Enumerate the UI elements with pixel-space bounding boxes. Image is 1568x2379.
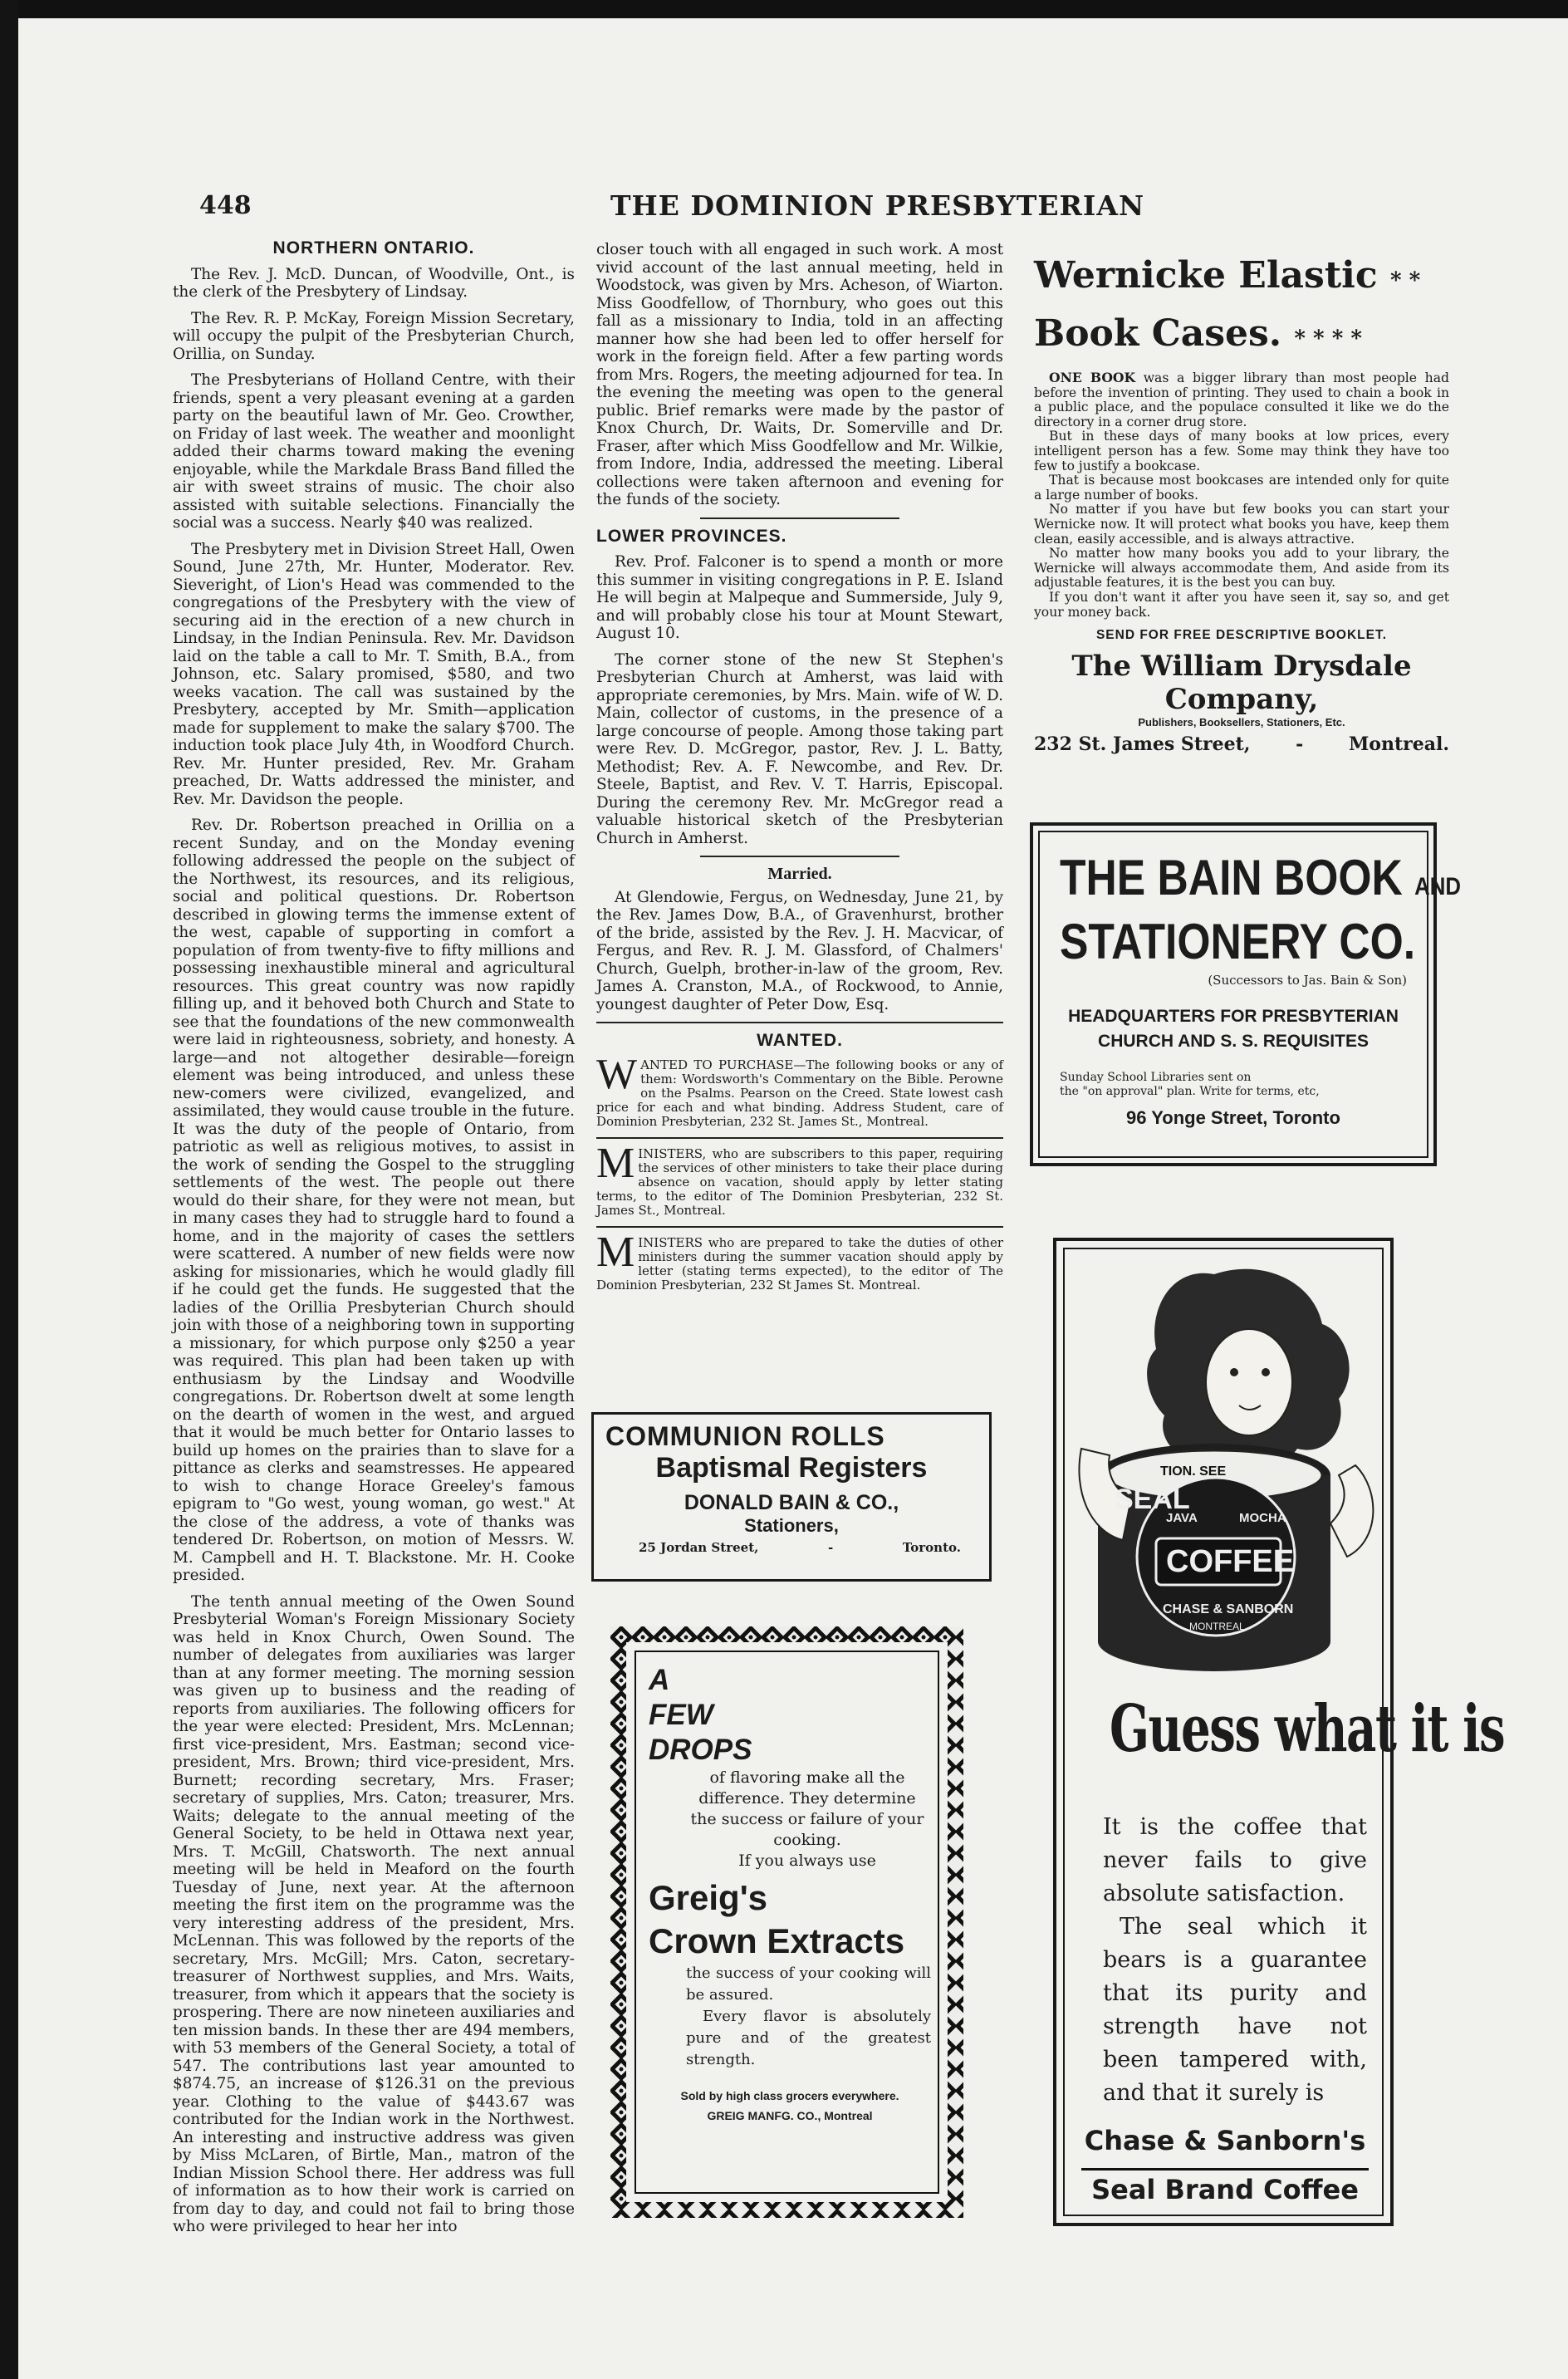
- company-address: [605, 1537, 978, 1555]
- section-heading: WANTED.: [757, 1031, 843, 1050]
- paragraph: But in these days of many books at low prices, every intelligent person has a few. Some may think they have too few to justify a bookcase.: [1034, 429, 1449, 473]
- library-note: [1060, 1071, 1407, 1099]
- girl-with-coffee-can-illustration: [1073, 1258, 1385, 1690]
- can-text: MOCHA: [1239, 1511, 1286, 1525]
- company-name: DONALD BAIN & CO.,: [684, 1491, 899, 1514]
- wanted-notice: [596, 1050, 1003, 1129]
- can-text: TION. SEE: [1160, 1464, 1227, 1479]
- ad-title: [1060, 850, 1462, 915]
- communion-rolls-ad: [591, 1412, 992, 1582]
- note-line: Sunday School Libraries sent on: [1060, 1071, 1252, 1084]
- paragraph: The seal which it bears is a guarantee that its purity and strength have not been tampered with, and that it surely is: [1103, 1914, 1367, 2106]
- paragraph: The Rev. J. McD. Duncan, of Woodville, Ont., is the clerk of the Presbytery of Lindsay.: [173, 265, 575, 301]
- ornament: * *: [1390, 268, 1421, 293]
- company-trade: Stationers,: [744, 1515, 839, 1536]
- ornament: * * * *: [1294, 326, 1362, 351]
- paragraph: That is because most bookcases are intended only for quite a large number of books.: [1034, 473, 1449, 503]
- notice-text: INISTERS, who are subscribers to this paper, requiring the services of other ministers to take their place during absence on vacation, should apply by letter stating terms, to the editor of The Dominion Presbyterian, 232 St. James St., Montreal.: [596, 1145, 1003, 1218]
- section-heading: Married.: [767, 865, 832, 883]
- paragraph: The Rev. R. P. McKay, Foreign Mission Secretary, will occupy the pulpit of the Presbyterian Church, Orillia, on Sunday.: [173, 309, 575, 363]
- wernicke-ad: [1034, 249, 1449, 755]
- drop-cap: M: [596, 1139, 635, 1187]
- notice-text: ANTED TO PURCHASE—The following books or any of them: Wordsworth's Commentary on the Bible. Perowne on the Psalms. Pearson on the Creed. State lowest cash price for each and what binding. Address Student, care of Dominion Presbyterian, 232 St. James St., Montreal.: [596, 1057, 1003, 1129]
- paragraph: If you don't want it after you have seen it, say so, and get your money back.: [1034, 589, 1449, 620]
- ad-body: [1034, 370, 1449, 620]
- city: Montreal.: [1348, 733, 1449, 756]
- paragraph-text: was a bigger library than most people had before the invention of printing. They used to chain a book in a public place, and the populace consulted it like we do the directory in a corner drug store.: [1034, 370, 1449, 429]
- paragraph: The corner stone of the new St Stephen's Presbyterian Church at Amherst, was laid with appropriate ceremonies, by Mrs. Main. wife of W. D. Main, collector of customs, in the presence of a large concourse of people. Among those taking part were Rev. D. McGregor, pastor, Rev. J. L. Batty, Methodist; Rev. A. F. Newcombe, and Rev. Dr. Steele, Baptist, and Rev. V. T. Harris, Episcopal. During the ceremony Rev. Mr. McGregor read a valuable historical sketch of the Presbyterian Church in Amherst.: [596, 650, 1003, 847]
- ad-title: STATIONERY CO.: [1060, 914, 1416, 969]
- separator: -: [1296, 733, 1304, 756]
- can-text: CHASE & SANBORN: [1163, 1602, 1294, 1616]
- title-and: AND: [1414, 873, 1462, 900]
- hq-line: CHURCH AND S. S. REQUISITES: [1098, 1032, 1369, 1051]
- street: 232 St. James Street,: [1034, 733, 1251, 756]
- wanted-notice: [596, 1139, 1003, 1218]
- divider: [700, 856, 899, 857]
- brand-name: Greig's: [649, 1878, 768, 1917]
- ad-title: [1034, 249, 1449, 307]
- title-line: Wernicke Elastic: [1034, 254, 1378, 297]
- can-text: MONTREAL: [1189, 1621, 1245, 1632]
- separator: -: [827, 1540, 834, 1555]
- hq-line: HEADQUARTERS FOR PRESBYTERIAN: [1068, 1007, 1399, 1026]
- divider: [700, 517, 899, 519]
- notice-text: INISTERS who are prepared to take the duties of other ministers during the summer vacation should apply by letter (stating terms expected), to the editor of The Dominion Presbyterian, 232 St James St. Montreal.: [596, 1234, 1003, 1293]
- divider: [596, 1137, 1003, 1139]
- wanted-notice: [596, 1228, 1003, 1293]
- lead-text: ONE BOOK: [1049, 370, 1136, 385]
- drop-cap: M: [596, 1228, 635, 1276]
- ad-body: Every flavor is absolutely pure and of the greatest strength.: [686, 2008, 931, 2068]
- section-heading: LOWER PROVINCES.: [596, 526, 787, 546]
- paragraph: Rev. Prof. Falconer is to spend a month or more this summer in visiting congregations in P. E. Island He will begin at Malpeque and Summerside, July 9, and will probably close his tour at Mount Stewart, August 10.: [596, 553, 1003, 642]
- scan-left-border: [0, 0, 18, 2379]
- ad-subtitle: Baptismal Registers: [655, 1452, 928, 1484]
- can-text: COFFEE: [1166, 1544, 1295, 1579]
- paragraph: No matter if you have but few books you can start your Wernicke now. It will protect what books you have, keep them clean, easily accessible, and is always attractive.: [1034, 502, 1449, 547]
- divider: [596, 1226, 1003, 1228]
- address: 96 Yonge Street, Toronto: [1126, 1107, 1340, 1128]
- sold-by: Sold by high class grocers everywhere.: [680, 2089, 899, 2102]
- paragraph: At Glendowie, Fergus, on Wednesday, June 21, by the Rev. James Dow, B.A., of Gravenhurst, brother of the bride, assisted by the Rev. J. H. Macvicar, of Fergus, and Rev. R. J. M. Glassford, of Chalmers' Church, Guelph, brother-in-law of the groom, Rev. James A. Cranston, M.A., of Rockwood, to Annie, youngest daughter of Peter Dow, Esq.: [596, 888, 1003, 1013]
- company-name: The William Drysdale Company,: [1071, 650, 1412, 717]
- street: 25 Jordan Street,: [639, 1540, 759, 1555]
- running-title: THE DOMINION PRESBYTERIAN: [610, 189, 1145, 222]
- paragraph: The Presbyterians of Holland Centre, with their friends, spent a very pleasant evening at a garden party on the beautiful lawn of Mr. Geo. Crowther, on Friday of last week. The weather and moonlight added their charms toward making the evening enjoyable, while the Markdale Brass Band filled the air with sweet strains of music. The choir also assisted with suitable selections. Financially the social was a success. Nearly $40 was realized.: [173, 371, 575, 532]
- booklet-offer: SEND FOR FREE DESCRIPTIVE BOOKLET.: [1095, 628, 1388, 643]
- divider: [596, 1022, 1003, 1023]
- wanted-notices: [596, 1050, 1003, 1293]
- ad-headline: Guess what it is: [1110, 1691, 1505, 1767]
- paragraph: The tenth annual meeting of the Owen Sound Presbyterial Woman's Foreign Missionary Society was held in Knox Church, Owen Sound. The number of delegates from auxiliaries was larger than at any former meeting. The morning session was given up to business and the reading of reports from auxiliaries. The following officers for the year were elected: President, Mrs. McLennan; first vice-president, Mrs. Eastman; second vice-president, Mrs. Brown; third vice-president, Mrs. Burnett; recording secretary, Mrs. Fraser; secretary of supplies, Mrs. Caton; treasurer, Mrs. Waits; delegate to the annual meeting of the General Society, to be held in Ottawa next year, Mrs. T. McGill, Chatsworth. The next annual meeting will be held in Meaford on the fourth Tuesday of June, next year. At the afternoon meeting the first item on the programme was the very interesting address of the president, Mrs. McLennan. This was followed by the reports of the secretary, Mrs. McGill; Mrs. Caton, secretary-treasurer of Northwest supplies, and Mrs. Waits, treasurer, from which it appears that the society is prospering. There are now nineteen auxiliaries and ten mission bands. In these ther are 494 members, with 53 members of the General Society, a total of 547. The contributions last year amounted to $874.75, an increase of $126.31 on the previous year. Clothing to the value of $443.67 was contributed for the Indian work in the Northwest. An interesting and instructive address was given by Miss McLaren, of Birtle, Man., matron of the Indian Mission School there. Her address was full of information as to how their work is carried on from day to day, and could not fail to bring those who were privileged to hear her into: [173, 1592, 575, 2235]
- ad-body: [1103, 1811, 1367, 2110]
- paragraph: The Presbytery met in Division Street Hall, Owen Sound, June 27th, Mr. Hunter, Moderator. Rev. Sieveright, of Lion's Head was commended to the congregations of the Presbytery with the view of securing aid in the erection of a new church in Lindsay, in the Indian Peninsula. Rev. Mr. Davidson laid on the table a call to Mr. T. Smith, B.A., from Johnson, etc. Salary promised, $580, and two weeks vacation. The call was sustained by the Presbytery, accepted by Mr. Smith—application made for supplement to make the salary $700. The induction took place July 4th, in Woodford Church. Rev. Mr. Hunter presided, Rev. Mr. Graham preached, Dr. Watts addressed the minister, and Rev. Mr. Davidson the people.: [173, 540, 575, 808]
- brand-name: Chase & Sanborn's: [1084, 2125, 1366, 2156]
- ad-title: [1034, 307, 1449, 365]
- note-line: the "on approval" plan. Write for terms, etc,: [1060, 1085, 1320, 1098]
- greig-extracts-ad: [610, 1626, 963, 2218]
- paragraph: closer touch with all engaged in such work. A most vivid account of the last annual meeting, held in Woodstock, was given by Mrs. Acheson, of Wiarton. Miss Goodfellow, of Thornbury, who goes out this fall as a missionary to India, told in an affecting manner how she had been led to offer herself for work in the foreign field. After a few parting words from Mrs. Rogers, the meeting adjourned for tea. In the evening the meeting was open to the general public. Brief remarks were made by the pastor of Knox Church, Dr. Waits, Dr. Somerville and Dr. Fraser, after which Miss Goodfellow and Mr. Wilkie, from Indore, India, addressed the meeting. Liberal collections were taken afternoon and evening for the funds of the society.: [596, 241, 1003, 508]
- drop-cap: W: [596, 1050, 638, 1098]
- product-name: Seal Brand Coffee: [1081, 2168, 1369, 2205]
- column-northern-ontario: [173, 239, 575, 2244]
- ad-body: of flavoring make all the difference. They determine the success or failure of your cooking.: [690, 1768, 924, 1849]
- headline: DROPS: [649, 1734, 752, 1766]
- headline: A: [649, 1664, 670, 1696]
- title-line: THE BAIN BOOK: [1060, 850, 1403, 905]
- column-middle: [596, 241, 1003, 1296]
- company-address: [1034, 733, 1449, 755]
- paragraph: Rev. Dr. Robertson preached in Orillia on a recent Sunday, and on the Monday evening following addressed the people on the subject of the Northwest, its resources, and its religious, social and political questions. Dr. Robertson described in glowing terms the immense extent of the west, capable of supporting in comfort a population of from twenty-five to fifty millions and possessing inexhaustible mineral and agricultural resources. This great country was now rapidly filling up, and it behoved both Church and State to see that the foundations of the new commonwealth were laid in righteousness, sobriety, and honesty. A large—and not altogether desirable—foreign element was being introduced, and unless these new-comers were civilized, evangelized, and assimilated, they would cause trouble in the future. It was the duty of the people of Ontario, from patriotic as well as religious motives, to assist in the work of sending the Gospel to the struggling settlements of the west. The people out there would do their share, for they were not mean, but in many cases they had to struggle hard to found a home, and in the majority of cases the settlers were scattered. A number of new fields were now asking for missionaries, which he would gladly fill if he could get the funds. He suggested that the ladies of the Orillia Presbyterian Church should join with those of a neighboring town in supporting a missionary, for which purpose only $250 a year was required. This plan had been taken up with enthusiasm by the Lindsay and Woodville congregations. Dr. Robertson dwelt at some length on the dearth of women in the west, and argued that it would be much better for Ontario lasses to build up homes on the prairies than to slave for a pittance as clerks and seamstresses. He appeared to wish to change Horace Greeley's famous epigram to "Go west, young woman, go west." At the close of the address, a vote of thanks was tendered Dr. Robertson, on motion of Messrs. W. M. Campbell and H. T. Blackstone. Mr. H. Cooke presided.: [173, 817, 575, 1584]
- brand-name: Crown Extracts: [649, 1921, 905, 1960]
- chase-sanborn-coffee-ad: [1053, 1238, 1505, 2226]
- successors-note: (Successors to Jas. Bain & Son): [1208, 973, 1407, 988]
- can-text: SEAL: [1115, 1484, 1190, 1515]
- ad-body: If you always use: [738, 1852, 876, 1870]
- ad-inner-frame: [1063, 1248, 1505, 2216]
- page-number: 448: [199, 191, 252, 220]
- city: Toronto.: [902, 1540, 961, 1555]
- ad-body: the success of your cooking will be assured.: [686, 1965, 931, 2004]
- paragraph: It is the coffee that never fails to give absolute satisfaction.: [1103, 1814, 1367, 1906]
- headline: FEW: [649, 1699, 713, 1731]
- company-name: GREIG MANFG. CO., Montreal: [707, 2109, 873, 2122]
- can-text: JAVA: [1166, 1511, 1198, 1525]
- ad-content: [649, 1663, 931, 2122]
- paragraph: No matter how many books you add to your library, the Wernicke will always accommodate them, And aside from its adjustable features, it is the best you can buy.: [1034, 546, 1449, 591]
- company-subtitle: Publishers, Booksellers, Stationers, Etc.: [1138, 716, 1345, 729]
- scan-top-border: [0, 0, 1568, 18]
- ad-inner-frame: [1038, 831, 1462, 1158]
- headquarters-line: [1060, 1004, 1407, 1054]
- title-line: Book Cases.: [1034, 312, 1282, 355]
- section-heading: NORTHERN ONTARIO.: [272, 238, 475, 258]
- paragraph: [1034, 370, 1449, 429]
- bain-book-ad: [1030, 822, 1462, 1166]
- ad-title: COMMUNION ROLLS: [605, 1421, 885, 1451]
